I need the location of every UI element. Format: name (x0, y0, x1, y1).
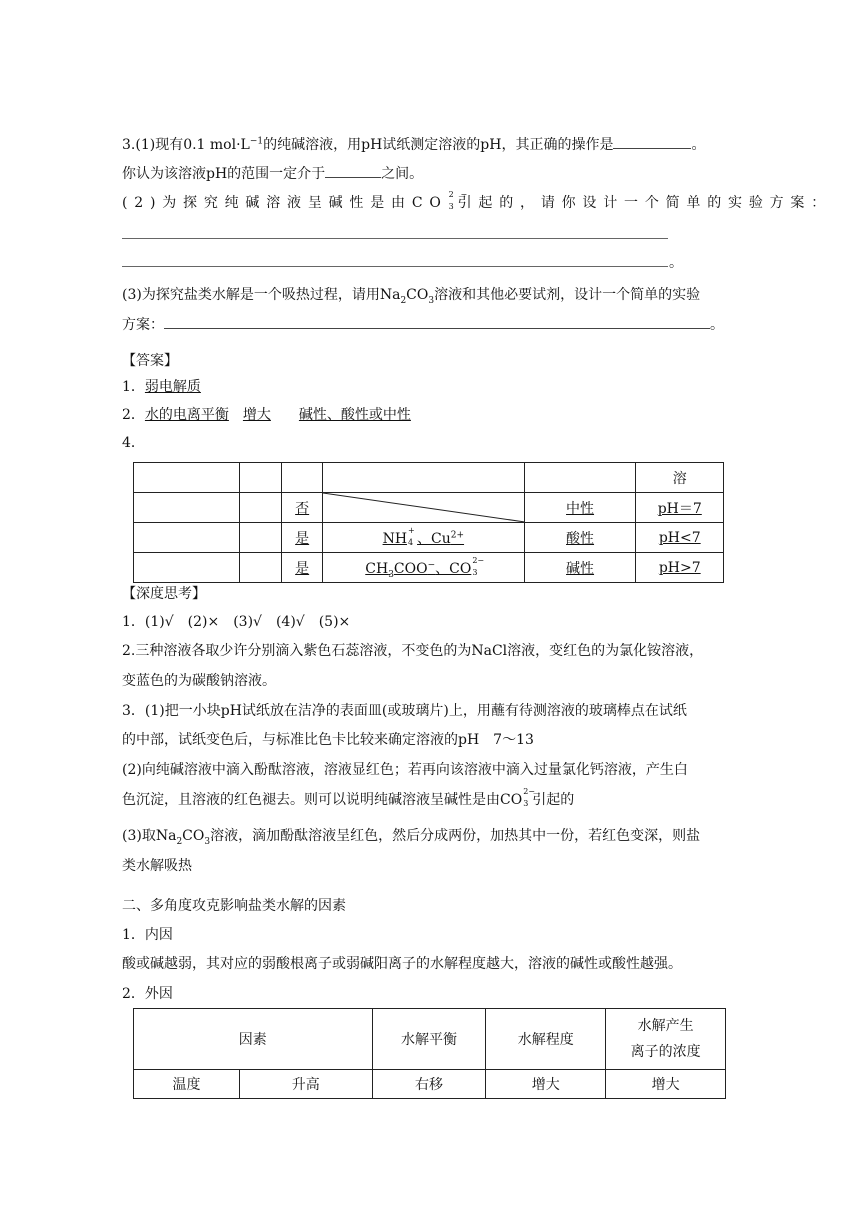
section-heading: 二、多角度攻克影响盐类水解的因素 (122, 898, 346, 914)
table-header-cell: 水解程度 (486, 1009, 606, 1070)
answer-blank[interactable] (613, 136, 691, 149)
table-row (134, 1009, 726, 1070)
deep-3-line2: 的中部，试纸变色后，与标准比色卡比较来确定溶液的pH 7～13 (122, 732, 534, 748)
table-header-cell: 因素 (134, 1009, 373, 1070)
deep-3-line1: 3．(1)把一小块pH试纸放在洁净的表面皿(或玻璃片)上，用蘸有待测溶液的玻璃棒点在试纸 (122, 703, 687, 719)
answer-1: 1．弱电解质 (122, 379, 201, 395)
answer-blank[interactable] (325, 165, 381, 178)
table-header-cell: 水解产生 离子的浓度 (606, 1009, 726, 1070)
diagonal-line (323, 493, 525, 522)
answer-line[interactable] (122, 238, 668, 239)
q3-part3-line1: (3)为探究盐类水解是一个吸热过程，请用$Na_2CO_3$溶液和其他必要试剂，设计一个简单的实验 (122, 287, 701, 306)
table-header-cell: 水解平衡 (372, 1009, 486, 1070)
table-row: 否 中性 pH＝7 (134, 493, 724, 523)
q3-part3-line2: 方案： 。 (122, 317, 724, 333)
answer-blank[interactable] (164, 316, 710, 329)
deep-3-3-line1: (3)取$Na_2CO_3$溶液，滴加酚酞溶液呈红色，然后分成两份，加热其中一份，若红色变深，则盐 (122, 828, 701, 847)
section-item-1-text: 酸或碱越弱，其对应的弱酸根离子或弱碱阳离子的水解程度越大，溶液的碱性或酸性越强。 (122, 956, 682, 972)
answer-4: 4． (122, 435, 145, 451)
table-row: 是 $CH_3COO^-$、CO 2− 3 碱性 pH>7 (134, 553, 724, 583)
answer-line[interactable] (122, 266, 668, 267)
q3-part2-line1: (2)为探究纯碱溶液呈碱性是由CO 2− 3 引起的，请你设计一个简单的实验方案： (122, 190, 833, 211)
deep-1: 1．(1)√ (2)× (3)√ (4)√ (5)× (122, 614, 351, 630)
section-item-1: 1．内因 (122, 927, 173, 943)
answer-table (133, 462, 724, 583)
table-row (134, 463, 724, 493)
q3-part1-line2: 你认为该溶液pH的范围一定介于 之间。 (122, 166, 424, 182)
table-row: 是 NH + 4 、$Cu^{2+}$ 酸性 pH<7 (134, 523, 724, 553)
q3-part2-end: 。 (669, 255, 683, 271)
deep-heading: 【深度思考】 (122, 586, 206, 602)
deep-2-line1: 2.三种溶液各取少许分别滴入紫色石蕊溶液，不变色的为NaCl溶液，变红色的为氯化铵溶液， (122, 643, 704, 659)
diagonal-cell (322, 493, 524, 523)
table-header-cell: 溶 (636, 463, 724, 493)
answer-2: 2．水的电离平衡 增大 碱性、酸性或中性 (122, 407, 411, 423)
answer-heading: 【答案】 (122, 353, 178, 369)
deep-3-2-line2: 色沉淀，且溶液的红色褪去。则可以说明纯碱溶液呈碱性是由CO 2− 3 引起的 (122, 787, 575, 808)
factor-table (133, 1008, 726, 1099)
deep-2-line2: 变蓝色的为碳酸钠溶液。 (122, 673, 276, 689)
section-item-2: 2．外因 (122, 986, 173, 1002)
table-row: 温度 升高 右移 增大 增大 (134, 1070, 726, 1099)
deep-3-3-line2: 类水解吸热 (122, 858, 192, 874)
deep-3-2-line1: (2)向纯碱溶液中滴入酚酞溶液，溶液显红色；若再向该溶液中滴入过量氯化钙溶液，产生白 (122, 762, 688, 778)
q3-part1-line1: 3.(1)现有0.1 $mol\cdot L^{-1}$的纯碱溶液，用pH试纸测定溶液的pH，其正确的操作是 。 (122, 136, 706, 153)
